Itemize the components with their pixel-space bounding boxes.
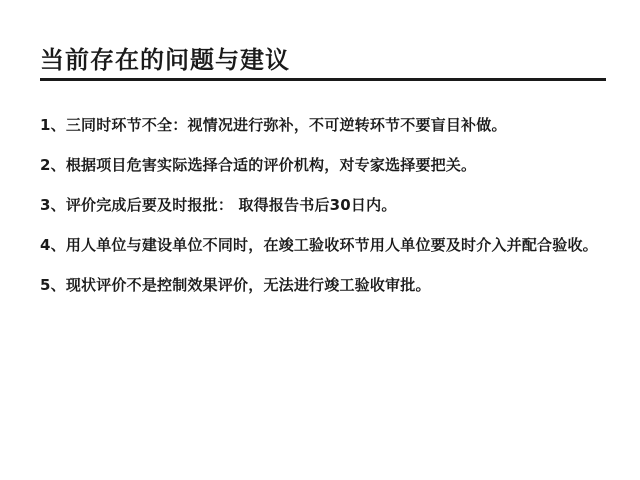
bullet-list [40, 112, 606, 299]
list-item: 1、三同时环节不全：视情况进行弥补，不可逆转环节不要盲目补做。 [40, 116, 507, 134]
list-item: 5、现状评价不是控制效果评价，无法进行竣工验收审批。 [40, 276, 431, 294]
list-item: 4、用人单位与建设单位不同时，在竣工验收环节用人单位要及时介入并配合验收。 [40, 236, 598, 254]
title-divider [40, 78, 606, 81]
page-title: 当前存在的问题与建议 [40, 46, 290, 74]
list-item: 3、评价完成后要及时报批： 取得报告书后30日内。 [40, 196, 397, 214]
list-item: 2、根据项目危害实际选择合适的评价机构，对专家选择要把关。 [40, 156, 477, 174]
